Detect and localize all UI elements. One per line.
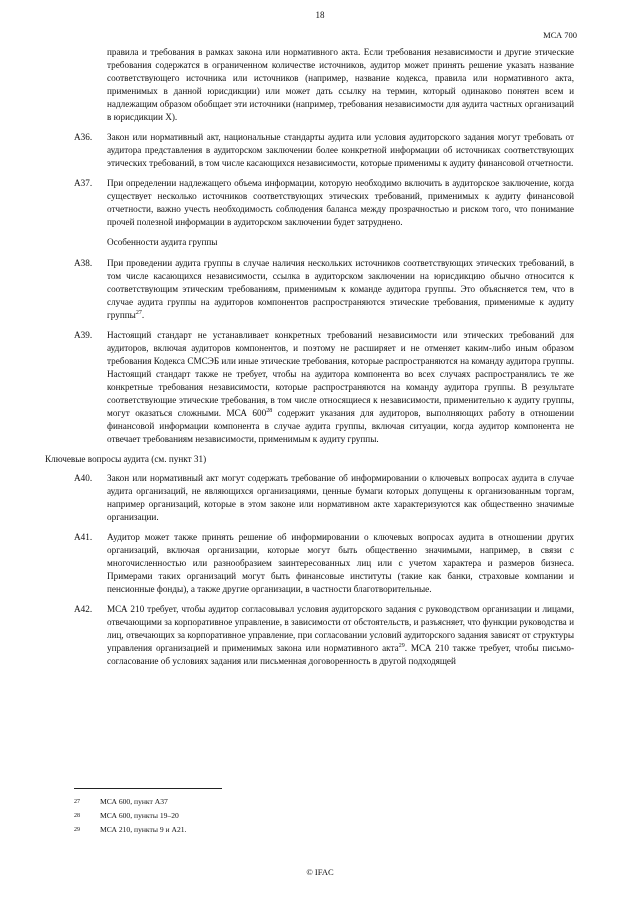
footnote-item	[74, 795, 574, 809]
paragraph-number: A37.	[74, 178, 93, 188]
paragraph-text	[107, 329, 574, 446]
footnote-number: 27	[74, 799, 80, 805]
paragraph-a38	[74, 257, 574, 322]
paragraph-text-part-b: . МСА 210 также требует, чтобы письмо-согласование об условиях задания или письменная договоренность в другой подходящей	[107, 643, 575, 666]
paragraph-a42	[74, 603, 574, 668]
footnote-text: МСА 600, пункт А37	[100, 797, 168, 806]
paragraph-number: A36.	[74, 132, 93, 142]
paragraph-text: Закон или нормативный акт, национальные стандарты аудита или условия аудиторского задания могут требовать от аудитора представления в аудиторском заключении более конкретной информации об источниках соответствующих этических требований, в том числе касающихся независимости, которые применимы к аудиту финансовой отчетности.	[107, 132, 574, 168]
paragraph-number: A40.	[74, 473, 93, 483]
paragraph-number: A42.	[74, 604, 93, 614]
subheading-group-audit: Особенности аудита группы	[107, 237, 218, 247]
copyright-footer: © IFAC	[306, 867, 334, 877]
paragraph-a37	[74, 177, 574, 229]
footnote-ref-29: 29	[398, 642, 405, 649]
footnote-ref-28: 28	[266, 407, 273, 414]
paragraph-text-tail: .	[141, 310, 145, 320]
document-body	[45, 46, 575, 675]
paragraph-text-main: При проведении аудита группы в случае наличия нескольких источников соответствующих этических требований, в том числе касающихся независимости, ссылка в аудиторском заключении на юрисдикцию обычно относится к соответствующим этическим требованиям, применимым к команде аудитора группы. Это объясняется тем, что в случае аудита группы на аудиторов компонентов распространяются этические требования, применимые к аудиту группы	[107, 258, 574, 320]
continuation-paragraph: правила и требования в рамках закона или нормативного акта. Если требования независимости и другие этические требования содержатся в ограниченном количестве источников, аудитор может принять решение указать название соответствующего источника или источников (например, название кодекса, правила или нормативного акта, применимых в данной юрисдикции) или может дать ссылку на термин, который одинаково понятен всем и надлежащим образом обобщает эти источники (например, требования независимости для аудита частных организаций в юрисдикции Х).	[107, 47, 574, 122]
footnote-text: МСА 210, пункты 9 и А21.	[100, 825, 187, 834]
footnote-text: МСА 600, пункты 19–20	[100, 811, 179, 820]
paragraph-text	[107, 257, 574, 322]
paragraph-text-part-a: МСА 210 требует, чтобы аудитор согласовывал условия аудиторского задания с руководством организации и лицами, отвечающими за корпоративное управление, в зависимости от обстоятельств, и разъясняет, что функции руководства и лиц, отвечающих за корпоративное управление, при согласовании условий аудиторского задания зависят от структуры управления организацией и применимых закона или нормативного акта	[107, 604, 574, 653]
paragraph-a40	[74, 472, 574, 524]
footnote-item	[74, 809, 574, 823]
paragraph-number: A39.	[74, 330, 93, 340]
page-number: 18	[315, 10, 325, 20]
paragraph-number: A41.	[74, 532, 93, 542]
paragraph-text-part-b: содержит указания для аудиторов, выполняющих работу в отношении финансовой информации компонента в случае аудита группы, включая ситуации, когда аудитор компонента не отвечает требованиям независимости, применимым к аудиту группы.	[107, 408, 574, 444]
paragraph-text: Аудитор может также принять решение об информировании о ключевых вопросах аудита в отношении других организаций, включая организации, которые могут быть общественно значимыми, например, в связи с многочисленностью или разнообразием заинтересованных лиц или с учетом характера и размеров бизнеса. Примерами таких организаций могут быть финансовые институты (такие как банки, страховые компании и пенсионные фонды), а также другие организации, в частности благотворительные.	[107, 532, 574, 594]
paragraph-text: Закон или нормативный акт могут содержать требование об информировании о ключевых вопросах аудита в случае аудита организаций, не являющихся организациями, ценные бумаги которых допущены к организованным торгам, например организаций, которые в этом законе или нормативном акте характеризуются как общественно значимые организации.	[107, 473, 574, 522]
paragraph-text	[107, 603, 574, 668]
paragraph-a41	[74, 531, 574, 596]
paragraph-number: A38.	[74, 258, 93, 268]
footnote-item	[74, 823, 574, 837]
paragraph-text: При определении надлежащего объема информации, которую необходимо включить в аудиторское заключение, когда существует несколько источников соответствующих этических требований, применимых к аудиту финансовой отчетности, важно учесть необходимость соблюдения баланса между прозрачностью и риском того, что понимание прочей полезной информации в аудиторском заключении будет затруднено.	[107, 178, 574, 227]
heading-key-audit-matters: Ключевые вопросы аудита (см. пункт 31)	[45, 454, 207, 464]
standard-code: МСА 700	[543, 30, 577, 40]
paragraph-text-part-a: Настоящий стандарт не устанавливает конкретных требований независимости или этических требований для аудиторов, включая аудиторов компонентов, и поэтому не расширяет и не отменяет каким-либо иным образом требования Кодекса СМСЭБ или иные этические требования, которые распространяются на команду аудитора группы. Настоящий стандарт также не требует, чтобы на аудитора компонента во всех случаях распространялись те же конкретные требования независимости, которые распространяются на команду аудитора группы. В результате соответствующие этические требования, в том числе относящиеся к независимости, применительно к аудиту группы, могут оказаться сложными. МСА 600	[107, 330, 574, 418]
footnote-ref-27: 27	[135, 309, 142, 316]
footnotes	[74, 795, 574, 837]
footnote-divider	[74, 788, 222, 789]
paragraph-a36	[74, 131, 574, 170]
footnote-number: 29	[74, 827, 80, 833]
footnote-number: 28	[74, 813, 80, 819]
paragraph-a39	[74, 329, 574, 446]
